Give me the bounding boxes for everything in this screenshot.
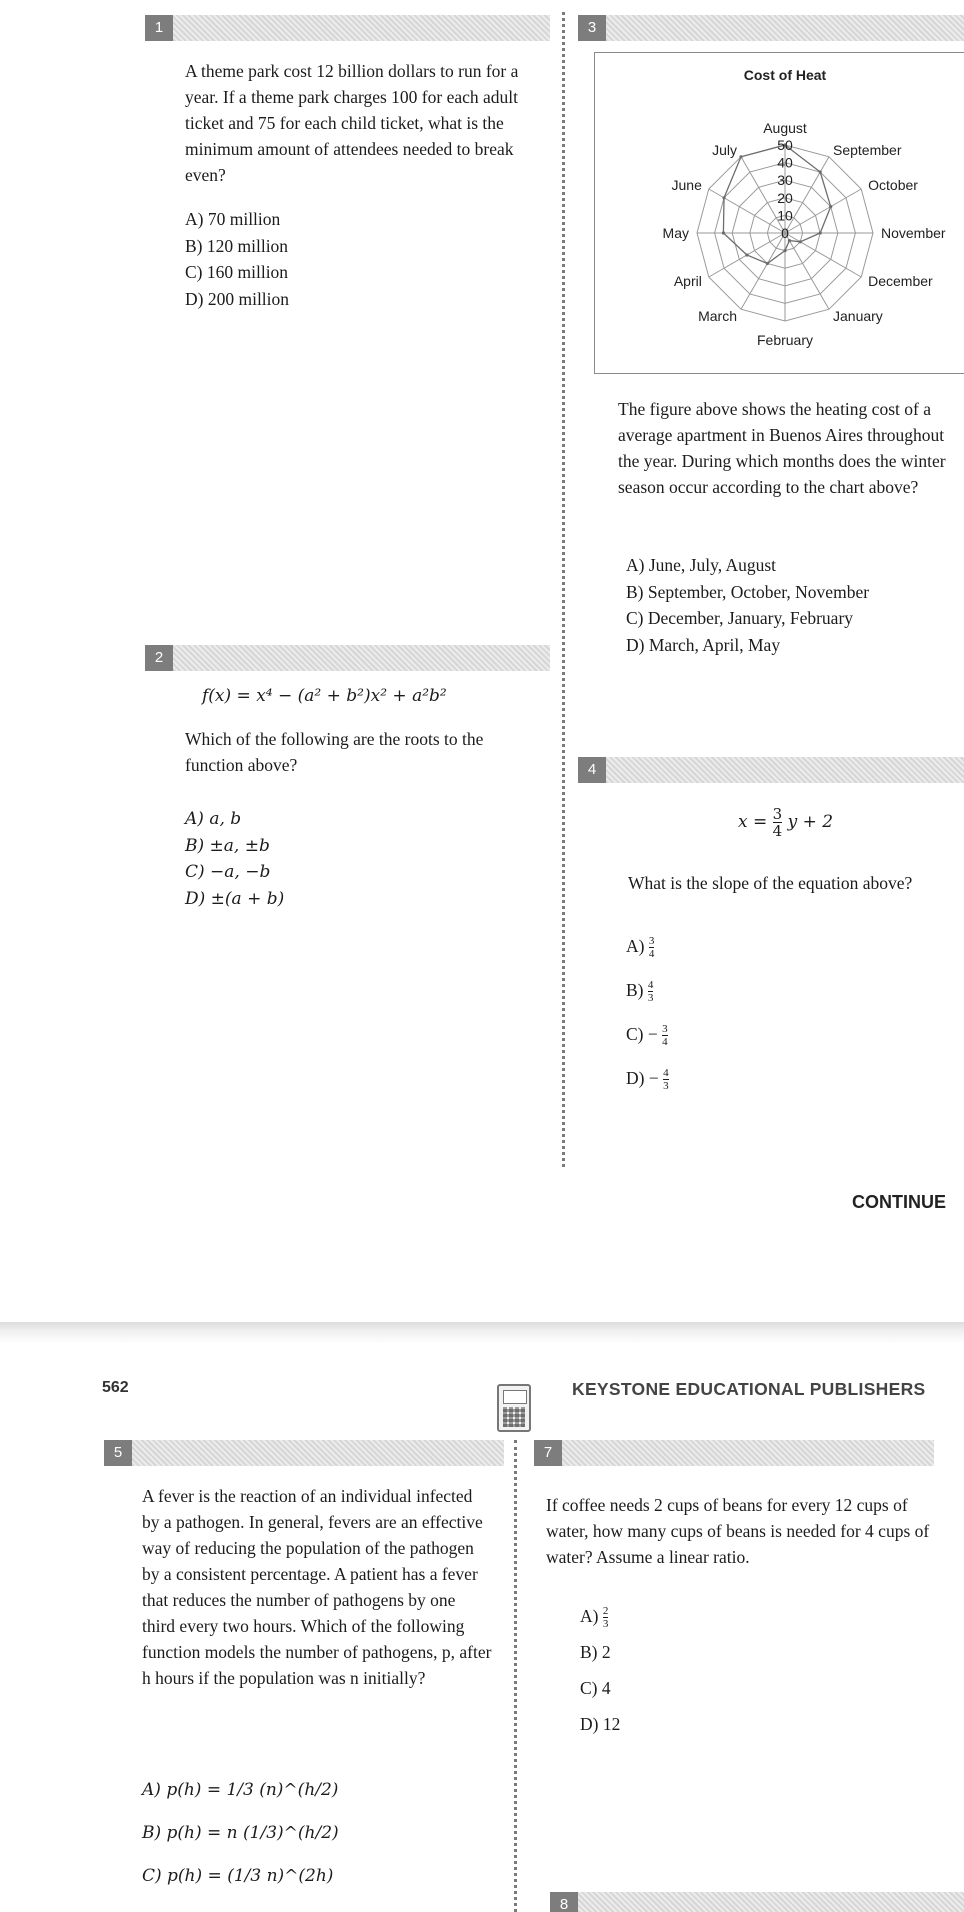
q5-choice-a-text: A) p(h) = 1/3 (n)^(h/2) bbox=[142, 1780, 339, 1800]
q7-choices bbox=[580, 1598, 620, 1742]
page-bottom bbox=[0, 1344, 964, 1912]
chart-frame bbox=[594, 52, 964, 374]
q2-header-bar bbox=[145, 645, 550, 671]
page-gap bbox=[0, 1322, 964, 1344]
q7-choice-c[interactable]: C) 4 bbox=[580, 1678, 611, 1698]
q7-number: 7 bbox=[534, 1440, 562, 1466]
q7-choice-b[interactable]: B) 2 bbox=[580, 1642, 611, 1662]
q4-choice-a-fraction bbox=[649, 935, 655, 960]
q4-choice-d-num: 4 bbox=[663, 1067, 669, 1080]
q1-choice-d[interactable]: D) 200 million bbox=[185, 288, 290, 309]
radar-point bbox=[829, 205, 832, 208]
radial-tick-label: 10 bbox=[777, 207, 793, 224]
radar-point bbox=[722, 231, 725, 234]
radial-tick-label: 0 bbox=[781, 225, 789, 241]
q7-choice-a-label: A) bbox=[580, 1606, 599, 1626]
q4-choice-a-label: A) bbox=[626, 936, 645, 956]
q4-choice-b[interactable] bbox=[626, 968, 669, 1012]
q4-choice-d[interactable] bbox=[626, 1056, 669, 1100]
q4-choice-d-sign: − bbox=[648, 1068, 659, 1088]
radial-tick-label: 40 bbox=[777, 154, 793, 171]
category-label: November bbox=[881, 225, 946, 241]
calculator-keys bbox=[503, 1407, 525, 1427]
category-label: October bbox=[868, 177, 918, 193]
q4-choice-d-fraction bbox=[663, 1067, 669, 1092]
calculator-icon bbox=[497, 1384, 531, 1432]
q4-choice-c-num: 3 bbox=[662, 1023, 668, 1036]
q2-choice-a[interactable]: A) a, b bbox=[185, 809, 242, 829]
q8-header-bar bbox=[550, 1892, 964, 1912]
q5-choice-c[interactable] bbox=[142, 1855, 339, 1898]
q4-choice-c[interactable] bbox=[626, 1012, 669, 1056]
q7-choice-a-den: 3 bbox=[602, 1618, 609, 1631]
q4-choice-d-label: D) bbox=[626, 1068, 645, 1088]
q4-choice-b-label: B) bbox=[626, 980, 644, 1000]
q4-equation-den: 4 bbox=[772, 822, 783, 840]
q4-choice-b-den: 3 bbox=[647, 992, 654, 1005]
radar-point bbox=[739, 155, 742, 158]
q5-choice-a[interactable] bbox=[142, 1769, 339, 1812]
q4-header-bar bbox=[578, 757, 964, 783]
q5-choices bbox=[142, 1769, 339, 1898]
chart-title: Cost of Heat bbox=[743, 67, 827, 83]
q1-choice-c[interactable]: C) 160 million bbox=[185, 262, 289, 282]
q4-number: 4 bbox=[578, 757, 606, 783]
q1-choice-b[interactable]: B) 120 million bbox=[185, 235, 289, 256]
q4-equation-rhs: y + 2 bbox=[787, 812, 834, 832]
q8-number: 8 bbox=[550, 1892, 578, 1912]
q4-choice-d-den: 3 bbox=[663, 1080, 669, 1093]
radar-point bbox=[819, 170, 822, 173]
category-label: September bbox=[833, 141, 902, 158]
q5-header-bar bbox=[104, 1440, 504, 1466]
q1-choices bbox=[185, 206, 289, 312]
radar-point bbox=[766, 262, 769, 265]
category-label: December bbox=[868, 273, 933, 289]
q5-choice-b[interactable] bbox=[142, 1812, 339, 1855]
q4-equation-fraction bbox=[773, 806, 783, 839]
radial-tick-label: 30 bbox=[777, 172, 793, 189]
radar-point bbox=[722, 196, 725, 199]
q5-choice-b-text: B) p(h) = n (1/3)^(h/2) bbox=[142, 1823, 339, 1843]
q3-choice-a[interactable]: A) June, July, August bbox=[626, 555, 777, 575]
q3-number: 3 bbox=[578, 15, 606, 41]
q3-choice-c[interactable]: C) December, January, February bbox=[626, 608, 854, 628]
q1-text: A theme park cost 12 billion dollars to run for a year. If a theme park charges 100 for each adult ticket and 75 for each child ticket, what is the minimum amount of attendees needed to break even? bbox=[185, 61, 519, 185]
category-label: February bbox=[756, 332, 814, 348]
category-label: May bbox=[662, 225, 689, 241]
q5-number: 5 bbox=[104, 1440, 132, 1466]
q2-choice-b[interactable]: B) ±a, ±b bbox=[185, 835, 270, 856]
q2-text: Which of the following are the roots to the function above? bbox=[185, 729, 484, 775]
category-label: April bbox=[673, 273, 702, 289]
category-label: March bbox=[698, 308, 737, 325]
q7-choice-a[interactable] bbox=[580, 1598, 620, 1634]
q2-equation: f(x) = x⁴ − (a² + b²)x² + a²b² bbox=[202, 686, 447, 706]
q4-equation-lhs: x = bbox=[738, 812, 768, 832]
q4-choice-c-sign: − bbox=[647, 1024, 658, 1044]
category-label: January bbox=[833, 308, 883, 325]
q1-number: 1 bbox=[145, 15, 173, 41]
q4-choice-c-fraction bbox=[662, 1023, 668, 1048]
q3-choice-d[interactable]: D) March, April, May bbox=[626, 634, 781, 655]
radar-point bbox=[783, 249, 786, 252]
q2-number: 2 bbox=[145, 645, 173, 671]
q5-text: A fever is the reaction of an individual infected by a pathogen. In general, fevers are an effective way of reducing the population of the pathogen by a consistent percentage. A patient has a fever that reduces the number of pathogens by one third every two hours. Which of the following function models the number of pathogens, p, after h hours if the population was n initially? bbox=[142, 1486, 492, 1688]
radar-point bbox=[819, 231, 822, 234]
q4-choice-b-num: 4 bbox=[647, 979, 654, 992]
q3-choice-b[interactable]: B) September, October, November bbox=[626, 581, 870, 602]
radial-tick-label: 50 bbox=[777, 137, 793, 153]
q4-equation bbox=[738, 806, 833, 839]
category-label: June bbox=[671, 177, 702, 193]
q4-choice-c-label: C) bbox=[626, 1024, 644, 1044]
page-number: 562 bbox=[102, 1379, 129, 1396]
q3-header-bar bbox=[578, 15, 964, 41]
q2-choice-c[interactable]: C) −a, −b bbox=[185, 862, 271, 882]
q1-choice-a[interactable]: A) 70 million bbox=[185, 209, 281, 229]
q4-choice-a[interactable] bbox=[626, 924, 669, 968]
q4-choice-b-fraction bbox=[648, 979, 654, 1004]
q4-choices bbox=[626, 924, 669, 1100]
radar-point bbox=[799, 240, 802, 243]
q3-choices bbox=[626, 552, 869, 658]
calculator-screen bbox=[503, 1390, 527, 1404]
category-label: July bbox=[712, 141, 737, 158]
q5-choice-c-text: C) p(h) = (1/3 n)^(2h) bbox=[142, 1866, 334, 1886]
radar-chart bbox=[595, 53, 964, 373]
continue-label[interactable]: CONTINUE bbox=[852, 1192, 946, 1212]
q7-text: If coffee needs 2 cups of beans for every 12 cups of water, how many cups of beans is needed for 4 cups of water? Assume a linear ratio. bbox=[546, 1495, 930, 1567]
column-divider-top bbox=[562, 12, 565, 1167]
q4-equation-num: 3 bbox=[772, 805, 783, 823]
radial-tick-label: 20 bbox=[777, 189, 793, 206]
q7-choice-a-num: 2 bbox=[602, 1605, 609, 1618]
radar-point bbox=[745, 253, 748, 256]
q4-choice-a-den: 4 bbox=[648, 948, 655, 961]
q2-choice-d[interactable]: D) ±(a + b) bbox=[185, 888, 285, 909]
q2-choices bbox=[185, 806, 284, 912]
q4-choice-a-num: 3 bbox=[648, 935, 655, 948]
category-label: August bbox=[763, 120, 807, 136]
q7-choice-d[interactable]: D) 12 bbox=[580, 1714, 621, 1734]
q7-header-bar bbox=[534, 1440, 934, 1466]
column-divider-bottom bbox=[514, 1440, 517, 1912]
q4-choice-c-den: 4 bbox=[662, 1036, 668, 1049]
q7-choice-a-fraction bbox=[603, 1605, 609, 1630]
q3-text: The figure above shows the heating cost of a average apartment in Buenos Aires throughout the year. During which months does the winter season occur according to the chart above? bbox=[618, 399, 946, 497]
q4-text: What is the slope of the equation above? bbox=[628, 873, 913, 893]
publisher-name: KEYSTONE EDUCATIONAL PUBLISHERS bbox=[572, 1379, 926, 1399]
q1-header-bar bbox=[145, 15, 550, 41]
